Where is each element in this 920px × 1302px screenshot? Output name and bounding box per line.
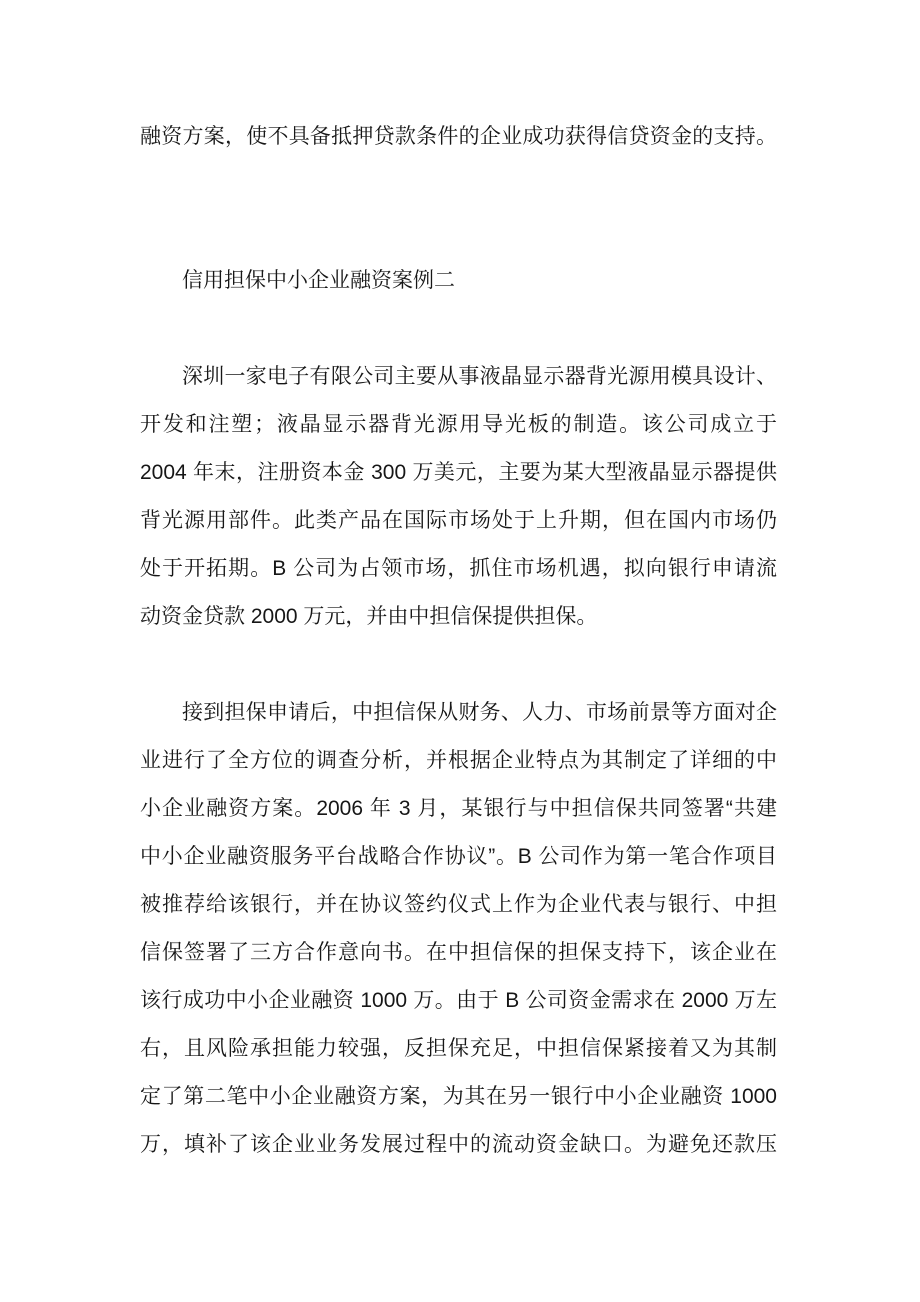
blank-line <box>140 305 777 353</box>
text-line: 右，且风险承担能力较强，反担保充足，中担信保紧接着又为其制 <box>140 1037 777 1060</box>
company-paragraph <box>140 353 777 641</box>
text-line: 接到担保申请后，中担信保从财务、人力、市场前景等方面对企 <box>182 701 777 724</box>
text-line: 业进行了全方位的调查分析，并根据企业特点为其制定了详细的中 <box>140 749 777 772</box>
document-text-area <box>140 113 777 1169</box>
blank-lines <box>140 161 777 257</box>
blank-line <box>140 641 777 689</box>
text-line: 该行成功中小企业融资 1000 万。由于 B 公司资金需求在 2000 万左 <box>140 989 777 1012</box>
text-line: 定了第二笔中小企业融资方案，为其在另一银行中小企业融资 1000 <box>140 1085 777 1108</box>
text-line: 中小企业融资服务平台战略合作协议”。B 公司作为第一笔合作项目 <box>140 845 777 868</box>
text-line: 融资方案，使不具备抵押贷款条件的企业成功获得信贷资金的支持。 <box>140 125 777 148</box>
text-line: 深圳一家电子有限公司主要从事液晶显示器背光源用模具设计、 <box>182 365 777 388</box>
text-line: 万，填补了该企业业务发展过程中的流动资金缺口。为避免还款压 <box>140 1133 777 1156</box>
text-line: 动资金贷款 2000 万元，并由中担信保提供担保。 <box>140 605 598 628</box>
text-line: 处于开拓期。B 公司为占领市场，抓住市场机遇，拟向银行申请流 <box>140 557 777 580</box>
text-line: 信保签署了三方合作意向书。在中担信保的担保支持下，该企业在 <box>140 941 777 964</box>
text-line: 背光源用部件。此类产品在国际市场处于上升期，但在国内市场仍 <box>140 509 777 532</box>
text-line: 开发和注塑；液晶显示器背光源用导光板的制造。该公司成立于 <box>140 413 777 436</box>
text-line: 小企业融资方案。2006 年 3 月，某银行与中担信保共同签署“共建 <box>140 797 777 820</box>
intro-paragraph-tail <box>140 113 777 161</box>
text-line: 2004 年末，注册资本金 300 万美元，主要为某大型液晶显示器提供 <box>140 461 777 484</box>
case-heading: 信用担保中小企业融资案例二 <box>182 269 455 292</box>
text-line: 被推荐给该银行，并在协议签约仪式上作为企业代表与银行、中担 <box>140 893 777 916</box>
guarantee-paragraph <box>140 689 777 1169</box>
